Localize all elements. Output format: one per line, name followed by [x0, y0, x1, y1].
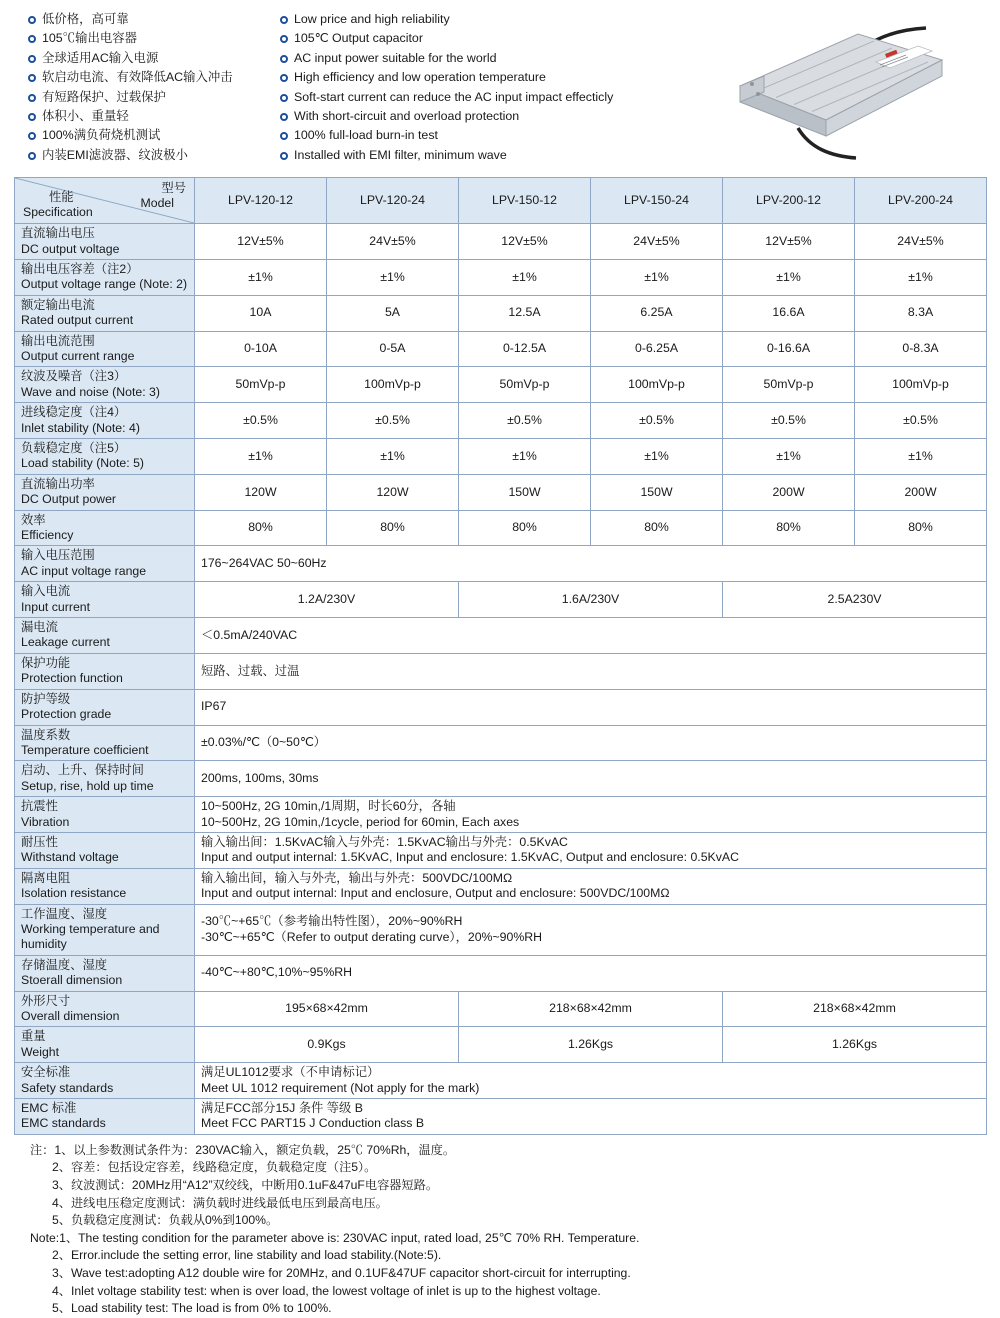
row-label: [15, 259, 195, 295]
table-row: [15, 797, 987, 833]
feature-item: [280, 109, 710, 128]
cell-value: ±0.5%: [195, 403, 327, 439]
row-label-cn: 负载稳定度（注5）: [21, 441, 127, 455]
cell-value-cn: 输入输出间，输入与外壳，输出与外壳：500VDC/100MΩ: [201, 870, 513, 885]
row-label: [15, 582, 195, 618]
row-label-en: Efficiency: [21, 528, 74, 543]
cell-value: 80%: [327, 510, 459, 546]
row-label-cn: 额定输出电流: [21, 297, 95, 312]
feature-item: [28, 128, 280, 147]
table-row: [15, 331, 987, 367]
row-label: [15, 510, 195, 546]
table-row: [15, 725, 987, 761]
note-line: 4、进线电压稳定度测试：满负载时进线最低电压到最高电压。: [52, 1195, 388, 1210]
row-label-cn: 保护功能: [21, 655, 71, 670]
cell-value-en: 10~500Hz, 2G 10min,/1cycle, period for 60min, Each axes: [201, 814, 520, 829]
cell-value: ±0.5%: [591, 403, 723, 439]
table-row: [15, 689, 987, 725]
model-header-cn: 型号: [161, 181, 186, 196]
row-label-en: Protection grade: [21, 707, 112, 722]
feature-item: [280, 12, 710, 31]
cell-value: ±0.03%/℃（0~50℃）: [195, 725, 987, 761]
table-row: [15, 653, 987, 689]
cell-value: 0-12.5A: [459, 331, 591, 367]
cell-value: ±1%: [591, 259, 723, 295]
row-label-en: Overall dimension: [21, 1009, 120, 1023]
row-label-en: Inlet stability (Note: 4): [21, 420, 140, 435]
cell-value: 12V±5%: [195, 224, 327, 260]
model-column-header: LPV-200-12: [723, 178, 855, 224]
row-label-en: Working temperature and humidity: [21, 921, 160, 952]
row-label-en: EMC standards: [21, 1116, 106, 1131]
cell-value: 0-16.6A: [723, 331, 855, 367]
cell-value: IP67: [195, 689, 987, 725]
feature-item: [280, 51, 710, 70]
cell-value: 10A: [195, 295, 327, 331]
bullet-icon: [28, 35, 36, 43]
row-label: [15, 331, 195, 367]
cell-value: ±1%: [723, 259, 855, 295]
cell-value: 218×68×42mm: [723, 991, 987, 1027]
row-label: [15, 474, 195, 510]
cell-value: 80%: [459, 510, 591, 546]
cell-value: ±0.5%: [723, 403, 855, 439]
features-chinese-column: [28, 12, 280, 167]
row-label: [15, 868, 195, 904]
features-english-column: [280, 12, 710, 167]
bullet-icon: [28, 132, 36, 140]
cell-value: 100mVp-p: [327, 367, 459, 403]
feature-label: With short-circuit and overload protection: [294, 108, 520, 123]
table-row: [15, 1063, 987, 1099]
cell-value: ±1%: [591, 439, 723, 475]
table-row: [15, 991, 987, 1027]
cell-value: 24V±5%: [591, 224, 723, 260]
cell-value: 120W: [195, 474, 327, 510]
row-label-en: Safety standards: [21, 1080, 114, 1095]
cell-value: 1.26Kgs: [723, 1027, 987, 1063]
table-row: [15, 403, 987, 439]
cell-value: 80%: [195, 510, 327, 546]
row-label-cn: 启动、上升、保持时间: [21, 763, 144, 778]
model-column-header: LPV-120-12: [195, 178, 327, 224]
cell-value: ±1%: [855, 259, 987, 295]
row-label-cn: 输入电压范围: [21, 548, 95, 563]
row-label: [15, 904, 195, 955]
row-label: [15, 224, 195, 260]
row-label: [15, 546, 195, 582]
cell-value: ±1%: [459, 259, 591, 295]
row-label-cn: 重量: [21, 1029, 46, 1044]
bullet-icon: [280, 113, 288, 121]
spec-header-cn: 性能: [49, 190, 74, 205]
cell-value: ±1%: [327, 259, 459, 295]
cell-value: 200W: [855, 474, 987, 510]
cell-value: 0.9Kgs: [195, 1027, 459, 1063]
row-label-cn: 抗震性: [21, 799, 58, 814]
table-row: [15, 510, 987, 546]
cell-value: 0-6.25A: [591, 331, 723, 367]
row-label-en: Setup, rise, hold up time: [21, 778, 154, 793]
feature-item: [28, 51, 280, 70]
cell-value: 1.6A/230V: [459, 582, 723, 618]
row-label: [15, 991, 195, 1027]
cell-value-cn: 输入输出间：1.5KvAC输入与外壳：1.5KvAC输出与外壳：0.5KvAC: [201, 834, 568, 849]
specification-table: [14, 177, 987, 1135]
cell-value: ±0.5%: [327, 403, 459, 439]
row-label-en: Temperature coefficient: [21, 742, 149, 757]
bullet-icon: [280, 35, 288, 43]
cell-value: 200W: [723, 474, 855, 510]
bullet-icon: [280, 74, 288, 82]
feature-label: Installed with EMI filter, minimum wave: [294, 147, 507, 162]
model-column-header: LPV-200-24: [855, 178, 987, 224]
cell-value-cn: 满足UL1012要求（不申请标记）: [201, 1065, 380, 1080]
row-label-en: Input current: [21, 599, 91, 614]
feature-label: 100%满负荷烧机测试: [42, 128, 161, 143]
cell-value: 150W: [459, 474, 591, 510]
row-label-cn: 温度系数: [21, 727, 71, 742]
cell-value: ±1%: [723, 439, 855, 475]
feature-item: [28, 148, 280, 167]
row-label-en: Output voltage range (Note: 2): [21, 277, 188, 292]
row-label-cn: 防护等级: [21, 691, 71, 706]
cell-value: ±1%: [195, 439, 327, 475]
feature-label: Soft-start current can reduce the AC input impact effecticly: [294, 89, 614, 104]
row-label-cn: 纹波及噪音（注3）: [21, 369, 127, 384]
cell-value: 16.6A: [723, 295, 855, 331]
row-label-en: Vibration: [21, 814, 70, 829]
table-row: [15, 868, 987, 904]
note-line: 5、Load stability test: The load is from 0% to 100%.: [52, 1301, 332, 1316]
cell-value: 5A: [327, 295, 459, 331]
row-label: [15, 689, 195, 725]
feature-label: 100% full-load burn-in test: [294, 128, 438, 143]
cell-value: 50mVp-p: [459, 367, 591, 403]
cell-value: 1.26Kgs: [459, 1027, 723, 1063]
table-row: [15, 1099, 987, 1135]
cell-value: 24V±5%: [855, 224, 987, 260]
row-label-en: DC Output power: [21, 492, 117, 507]
table-row: [15, 904, 987, 955]
bullet-icon: [28, 74, 36, 82]
row-label-cn: 效率: [21, 512, 46, 527]
cell-value-cn: 10~500Hz, 2G 10min,/1周期，时长60分，各轴: [201, 799, 456, 814]
row-label-en: Rated output current: [21, 313, 134, 328]
row-label-en: Weight: [21, 1044, 60, 1059]
table-row: [15, 955, 987, 991]
cell-value-bilingual: [195, 1099, 987, 1135]
row-label-cn: 存储温度、湿度: [21, 957, 108, 972]
feature-label: 105℃ Output capacitor: [294, 31, 423, 46]
feature-label: 内装EMI滤波器、纹波极小: [42, 147, 188, 162]
row-label-cn: 耐压性: [21, 834, 58, 849]
row-label: [15, 832, 195, 868]
cell-value-bilingual: [195, 797, 987, 833]
cell-value: ±1%: [459, 439, 591, 475]
note-line: 4、Inlet voltage stability test: when is over load, the lowest voltage of inlet is up to the highest voltage.: [52, 1283, 601, 1298]
feature-item: [28, 70, 280, 89]
row-label: [15, 1063, 195, 1099]
feature-item: [28, 109, 280, 128]
bullet-icon: [28, 16, 36, 24]
table-row: [15, 832, 987, 868]
cell-value: 195×68×42mm: [195, 991, 459, 1027]
cell-value-bilingual: [195, 904, 987, 955]
cell-value-cn: 满足FCC部分15J 条件 等级 B: [201, 1101, 363, 1116]
feature-item: [280, 90, 710, 109]
cell-value: ＜0.5mA/240VAC: [195, 618, 987, 654]
feature-item: [280, 148, 710, 167]
cell-value: 80%: [855, 510, 987, 546]
cell-value: 100mVp-p: [591, 367, 723, 403]
feature-label: 低价格，高可靠: [42, 12, 129, 26]
row-label-en: Protection function: [21, 671, 123, 686]
cell-value: 12V±5%: [459, 224, 591, 260]
notes-section: [30, 1142, 986, 1318]
note-line: 注：1、以上参数测试条件为：230VAC输入，额定负载，25℃ 70%Rh，温度。: [30, 1142, 456, 1157]
cell-value-en: Meet FCC PART15 J Conduction class B: [201, 1116, 425, 1131]
cell-value: 200ms, 100ms, 30ms: [195, 761, 987, 797]
table-row: [15, 295, 987, 331]
cell-value: 短路、过载、过温: [195, 653, 987, 689]
corner-header-cell: [15, 178, 195, 224]
cell-value: 100mVp-p: [855, 367, 987, 403]
cell-value: 24V±5%: [327, 224, 459, 260]
row-label-cn: 安全标准: [21, 1065, 71, 1080]
row-label-en: Isolation resistance: [21, 886, 127, 901]
cell-value: 218×68×42mm: [459, 991, 723, 1027]
cell-value: ±1%: [855, 439, 987, 475]
row-label-cn: 输出电压容差（注2）: [21, 261, 139, 276]
row-label-cn: 直流输出电压: [21, 226, 95, 241]
bullet-icon: [280, 132, 288, 140]
cell-value: ±0.5%: [855, 403, 987, 439]
table-row: [15, 1027, 987, 1063]
feature-item: [280, 31, 710, 50]
row-label: [15, 439, 195, 475]
table-row: [15, 259, 987, 295]
row-label-en: DC output voltage: [21, 241, 120, 256]
note-line: 3、纹波测试：20MHz用“A12”双绞线，中断用0.1uF&47uF电容器短路。: [52, 1178, 439, 1193]
feature-label: 有短路保护、过载保护: [42, 89, 166, 104]
cell-value: ±0.5%: [459, 403, 591, 439]
feature-label: AC input power suitable for the world: [294, 50, 497, 65]
table-header-row: [15, 178, 987, 224]
table-row: [15, 546, 987, 582]
row-label-cn: 工作温度、湿度: [21, 906, 108, 921]
feature-label: Low price and high reliability: [294, 12, 450, 26]
note-line: Note:1、The testing condition for the parameter above is: 230VAC input, rated load, 25℃ 70% RH. Temperature.: [30, 1230, 640, 1245]
cell-value: 50mVp-p: [723, 367, 855, 403]
row-label-en: Withstand voltage: [21, 850, 119, 865]
cell-value-en: Input and output internal: Input and enclosure, Output and enclosure: 500VDC/100MΩ: [201, 886, 670, 901]
note-line: 5、负载稳定度测试：负载从0%到100%。: [52, 1213, 279, 1228]
row-label-cn: 进线稳定度（注4）: [21, 405, 127, 420]
cell-value: 8.3A: [855, 295, 987, 331]
model-header-en: Model: [140, 196, 174, 211]
note-line: 2、容差：包括设定容差，线路稳定度，负载稳定度（注5）。: [52, 1160, 377, 1175]
cell-value: 80%: [591, 510, 723, 546]
row-label: [15, 1027, 195, 1063]
table-row: [15, 224, 987, 260]
row-label: [15, 797, 195, 833]
feature-item: [28, 12, 280, 31]
row-label: [15, 1099, 195, 1135]
feature-label: 全球适用AC输入电源: [42, 50, 159, 65]
cell-value: -40℃~+80℃,10%~95%RH: [195, 955, 987, 991]
row-label-en: Wave and noise (Note: 3): [21, 384, 160, 399]
cell-value: 50mVp-p: [195, 367, 327, 403]
row-label: [15, 618, 195, 654]
model-column-header: LPV-150-12: [459, 178, 591, 224]
row-label: [15, 403, 195, 439]
cell-value-bilingual: [195, 868, 987, 904]
row-label: [15, 295, 195, 331]
feature-item: [280, 128, 710, 147]
row-label-en: Stoerall dimension: [21, 973, 123, 988]
row-label: [15, 725, 195, 761]
product-photo: [680, 16, 980, 166]
model-column-header: LPV-150-24: [591, 178, 723, 224]
feature-item: [28, 90, 280, 109]
cell-value-cn: -30℃~+65℃（参考输出特性图），20%~90%RH: [201, 914, 463, 929]
row-label: [15, 653, 195, 689]
row-label-cn: 隔离电阻: [21, 870, 71, 885]
row-label: [15, 761, 195, 797]
cell-value: 0-5A: [327, 331, 459, 367]
row-label-cn: 输出电流范围: [21, 333, 95, 348]
feature-label: 软启动电流、有效降低AC输入冲击: [42, 70, 233, 85]
bullet-icon: [280, 152, 288, 160]
feature-label: 体积小、重量轻: [42, 108, 129, 123]
bullet-icon: [280, 94, 288, 102]
table-row: [15, 367, 987, 403]
cell-value: 0-10A: [195, 331, 327, 367]
table-row: [15, 439, 987, 475]
row-label-en: Load stability (Note: 5): [21, 456, 145, 471]
row-label-cn: 漏电流: [21, 620, 58, 635]
table-row: [15, 618, 987, 654]
bullet-icon: [28, 55, 36, 63]
table-row: [15, 582, 987, 618]
row-label-cn: 直流输出功率: [21, 476, 95, 491]
row-label: [15, 955, 195, 991]
cell-value: 176~264VAC 50~60Hz: [195, 546, 987, 582]
cell-value: 12.5A: [459, 295, 591, 331]
cell-value-en: -30℃~+65℃（Refer to output derating curve），20%~90%RH: [201, 929, 543, 944]
row-label-cn: EMC 标准: [21, 1101, 77, 1116]
bullet-icon: [28, 113, 36, 121]
feature-label: 105℃输出电容器: [42, 31, 138, 46]
feature-item: [28, 31, 280, 50]
cell-value: ±1%: [195, 259, 327, 295]
row-label-en: AC input voltage range: [21, 563, 147, 578]
cell-value-bilingual: [195, 832, 987, 868]
row-label-en: Leakage current: [21, 635, 110, 650]
note-line: 2、Error.include the setting error, line stability and load stability.(Note:5).: [52, 1248, 442, 1263]
row-label-en: Output current range: [21, 348, 135, 363]
model-column-header: LPV-120-24: [327, 178, 459, 224]
table-row: [15, 761, 987, 797]
cell-value: 6.25A: [591, 295, 723, 331]
bullet-icon: [28, 152, 36, 160]
note-line: 3、Wave test:adopting A12 double wire for 20MHz, and 0.1UF&47UF capacitor short-circuit for interrupting.: [52, 1266, 631, 1280]
cell-value-bilingual: [195, 1063, 987, 1099]
cell-value: 1.2A/230V: [195, 582, 459, 618]
cell-value: 150W: [591, 474, 723, 510]
cell-value: 120W: [327, 474, 459, 510]
row-label-cn: 外形尺寸: [21, 993, 71, 1008]
feature-item: [280, 70, 710, 89]
feature-label: High efficiency and low operation temperature: [294, 70, 546, 85]
row-label: [15, 367, 195, 403]
cell-value: 2.5A230V: [723, 582, 987, 618]
row-label-cn: 输入电流: [21, 584, 71, 599]
cell-value-en: Meet UL 1012 requirement (Not apply for the mark): [201, 1080, 480, 1095]
cell-value: 12V±5%: [723, 224, 855, 260]
spec-header-en: Specification: [23, 205, 93, 220]
bullet-icon: [280, 16, 288, 24]
bullet-icon: [28, 94, 36, 102]
cell-value: 80%: [723, 510, 855, 546]
cell-value-en: Input and output internal: 1.5KvAC, Input and enclosure: 1.5KvAC, Output and enclosure: 0.5KvAC: [201, 850, 739, 865]
cell-value: ±1%: [327, 439, 459, 475]
table-row: [15, 474, 987, 510]
cell-value: 0-8.3A: [855, 331, 987, 367]
bullet-icon: [280, 55, 288, 63]
